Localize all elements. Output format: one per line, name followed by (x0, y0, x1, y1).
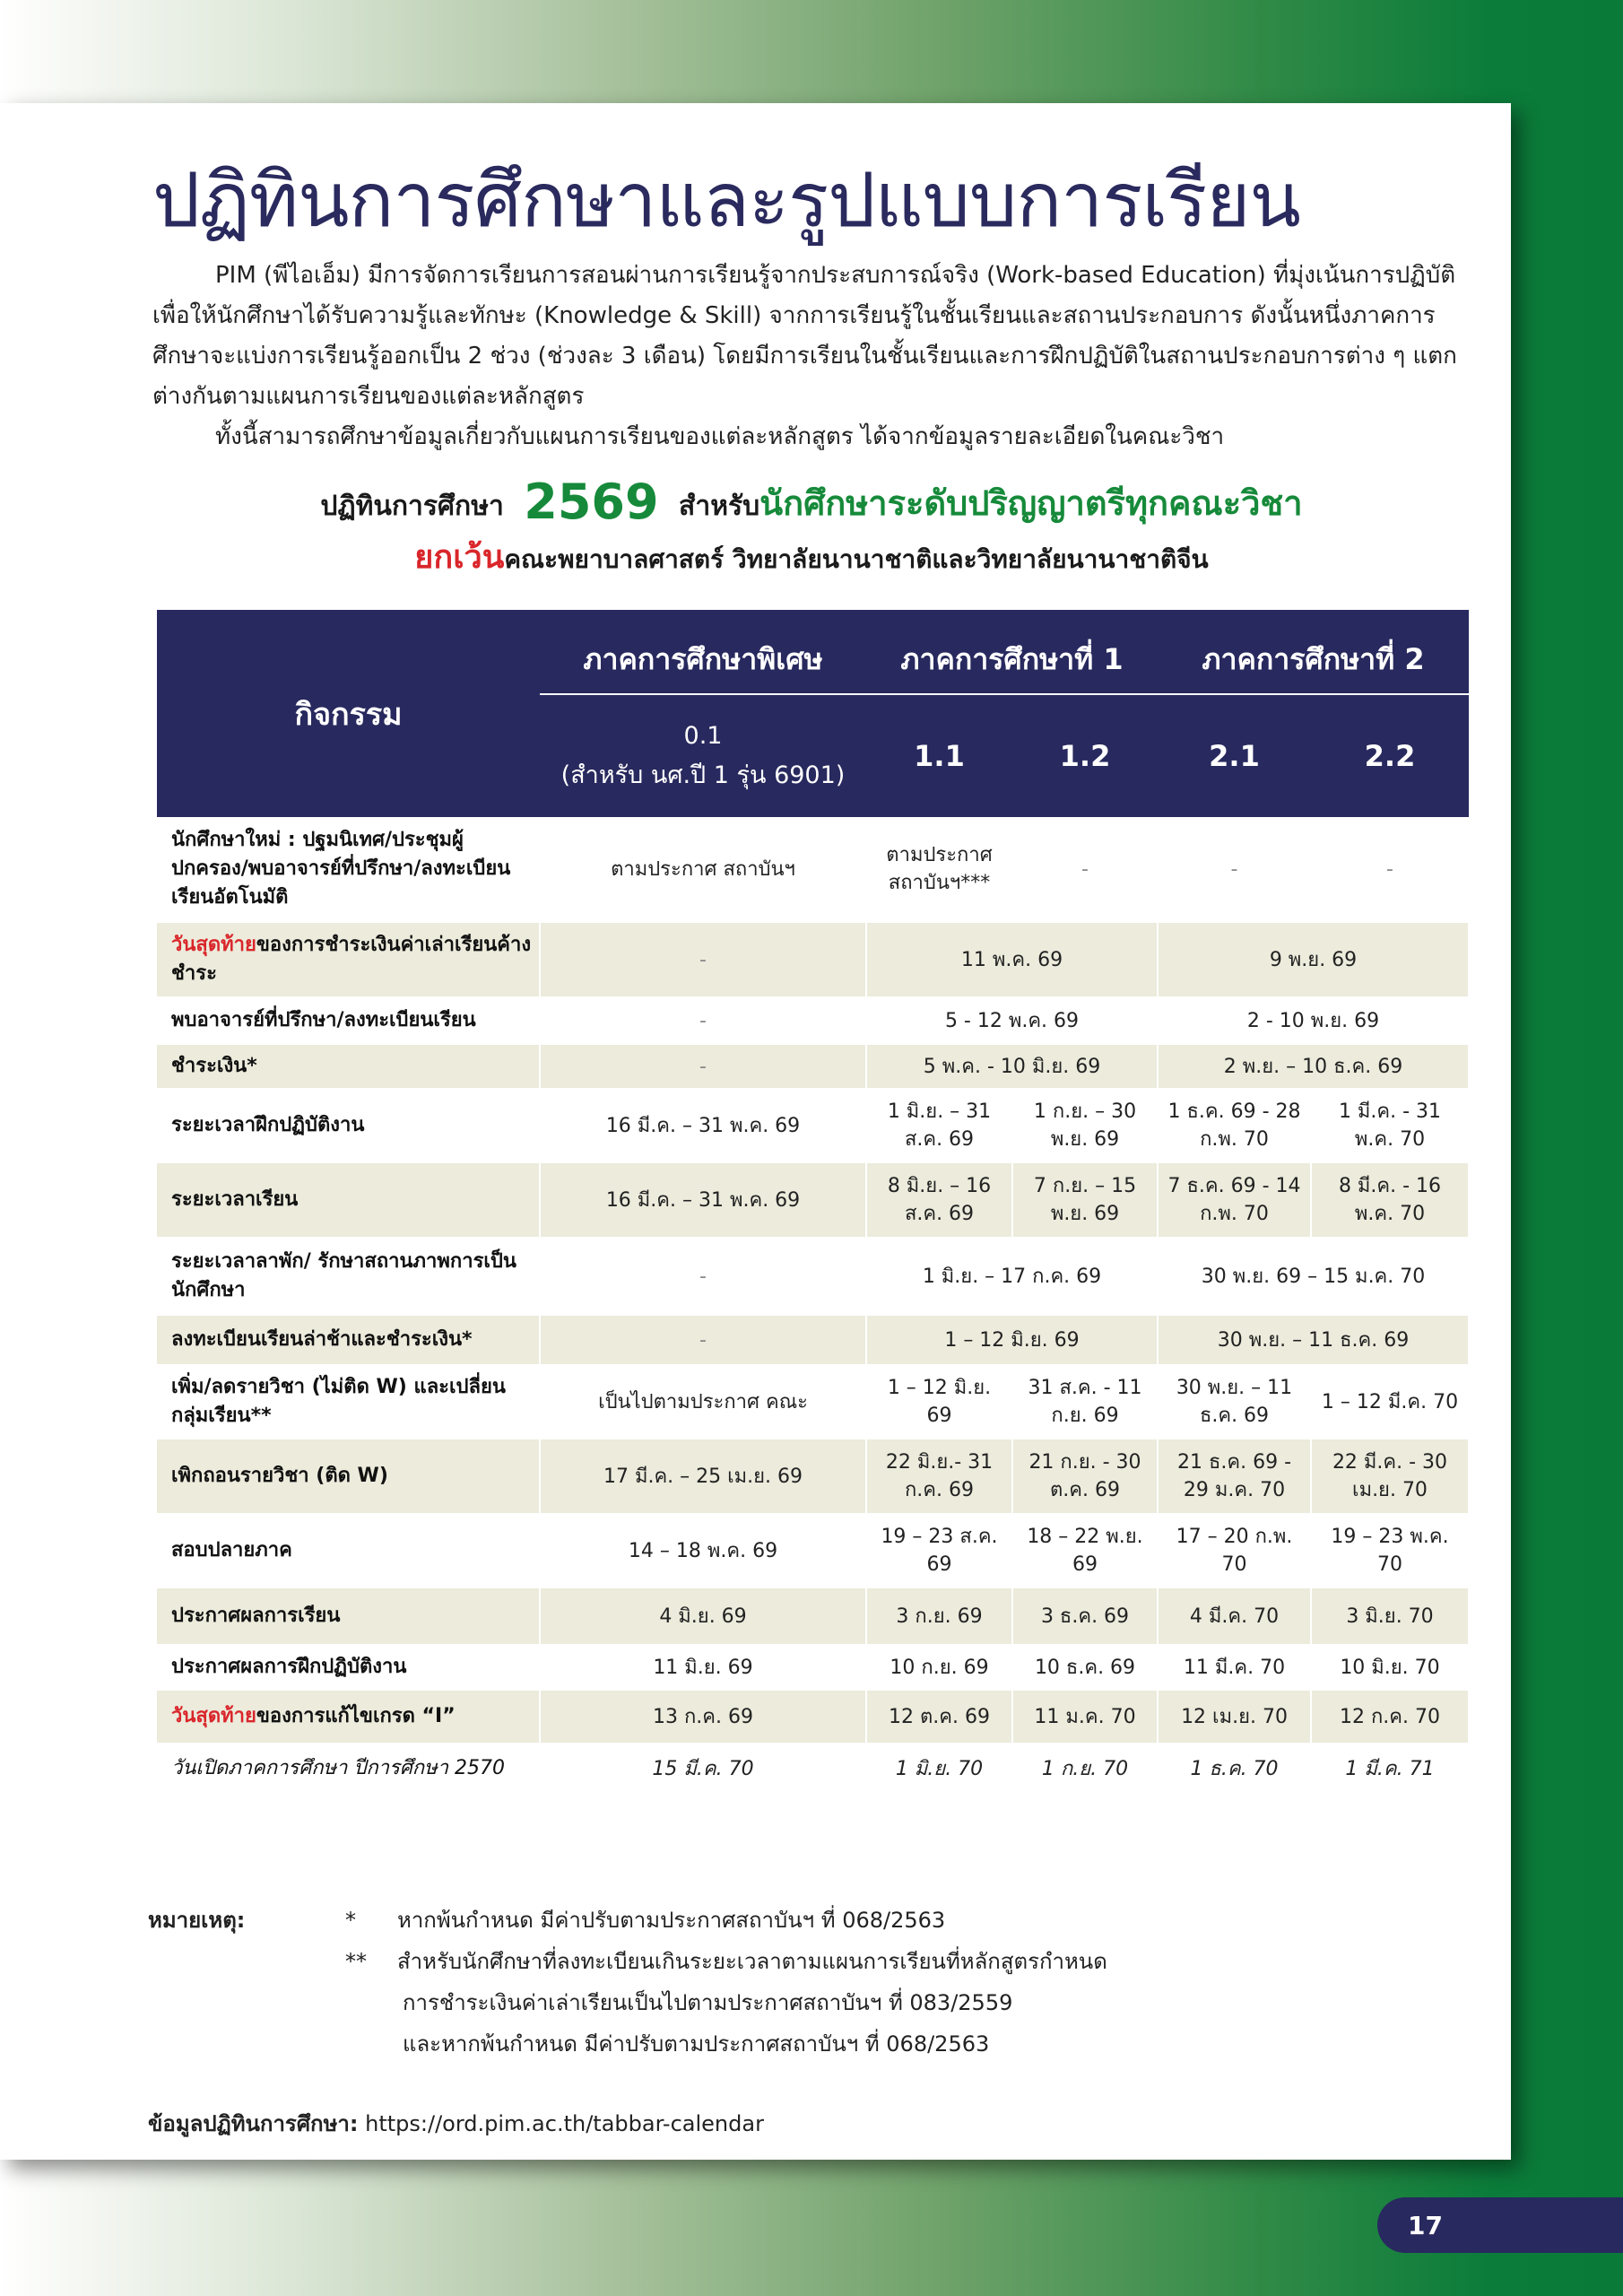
cell-semester-1: 11 พ.ค. 69 (866, 922, 1158, 997)
cell-semester-2: 30 พ.ย. 69 – 15 ม.ค. 70 (1158, 1238, 1469, 1315)
page-number-badge (1377, 2197, 1623, 2253)
cell-0-1: 13 ก.ค. 69 (540, 1690, 866, 1744)
cell-1-1: 12 ต.ค. 69 (866, 1690, 1012, 1744)
cell-0-1: 16 มี.ค. – 31 พ.ค. 69 (540, 1162, 866, 1238)
cell-1-1: 8 มิ.ย. – 16 ส.ค. 69 (866, 1162, 1012, 1238)
sub-term-0-1-header (540, 694, 866, 817)
cell-0-1: - (540, 922, 866, 997)
cell-semester-2: 9 พ.ย. 69 (1158, 922, 1469, 997)
row-label-highlight: วันสุดท้าย (171, 1705, 256, 1727)
headline-line-2 (0, 538, 1623, 579)
table-row-next-year-opening (157, 1744, 1469, 1794)
cell-2-2: 12 ก.ค. 70 (1311, 1690, 1469, 1744)
table-row-study-period (157, 1162, 1469, 1238)
source-url[interactable]: https://ord.pim.ac.th/tabbar-calendar (365, 2111, 764, 2136)
note-mark-1: * (345, 1908, 356, 1933)
sub-term-0-1-code: 0.1 (683, 722, 723, 750)
cell-2-1: 1 ธ.ค. 70 (1158, 1744, 1311, 1794)
row-label: วันเปิดภาคการศึกษา ปีการศึกษา 2570 (157, 1744, 540, 1794)
academic-calendar-table (157, 610, 1470, 1795)
page-number: 17 (1408, 2210, 1443, 2240)
cell-2-1: 30 พ.ย. – 11 ธ.ค. 69 (1158, 1365, 1311, 1439)
cell-0-1: 17 มี.ค. – 25 เม.ย. 69 (540, 1439, 866, 1514)
cell-2-2: 22 มี.ค. - 30 เม.ย. 70 (1311, 1439, 1469, 1514)
cell-0-1: - (540, 1044, 866, 1089)
sub-term-1-1-header: 1.1 (866, 694, 1012, 817)
headline-line-1 (0, 471, 1623, 538)
cell-semester-2: 2 - 10 พ.ย. 69 (1158, 997, 1469, 1044)
semester-special-header: ภาคการศึกษาพิเศษ (540, 610, 866, 694)
table-row-internship-result (157, 1645, 1469, 1690)
row-label (157, 1690, 540, 1744)
cell-1-1: 19 – 23 ส.ค. 69 (866, 1514, 1012, 1587)
notes-heading: หมายเหตุ: (148, 1908, 246, 1933)
cell-1-1: 1 มิ.ย. 70 (866, 1744, 1012, 1794)
row-label: นักศึกษาใหม่ : ปฐมนิเทศ/ประชุมผู้ปกครอง/พบอาจารย์ที่ปรึกษา/ลงทะเบียนเรียนอัตโนมัติ (157, 817, 540, 922)
cell-0-1: 4 มิ.ย. 69 (540, 1587, 866, 1645)
cell-1-2: 3 ธ.ค. 69 (1012, 1587, 1158, 1645)
headline-except-text: คณะพยาบาลศาสตร์ วิทยาลัยนานาชาติและวิทยาลัยนานาชาติจีน (504, 544, 1209, 574)
row-label: เพิ่ม/ลดรายวิชา (ไม่ติด W) และเปลี่ยนกลุ่มเรียน** (157, 1365, 540, 1439)
calendar-headline (0, 471, 1623, 579)
note-text-2-cont-2: และหากพ้นกำหนด มีค่าปรับตามประกาศสถาบันฯ ที่ 068/2563 (403, 2031, 990, 2057)
cell-1-2: 11 ม.ค. 70 (1012, 1690, 1158, 1744)
cell-0-1: ตามประกาศ สถาบันฯ (540, 817, 866, 922)
cell-semester-1: 1 มิ.ย. – 17 ก.ค. 69 (866, 1238, 1158, 1315)
cell-2-1: 21 ธ.ค. 69 - 29 ม.ค. 70 (1158, 1439, 1311, 1514)
cell-2-2: 8 มี.ค. - 16 พ.ค. 70 (1311, 1162, 1469, 1238)
note-text-2-cont-1: การชำระเงินค่าเล่าเรียนเป็นไปตามประกาศสถาบันฯ ที่ 083/2559 (403, 1990, 1013, 2015)
row-label: สอบปลายภาค (157, 1514, 540, 1587)
cell-2-2: - (1311, 817, 1469, 922)
headline-prefix: ปฏิทินการศึกษา (320, 491, 504, 522)
headline-year: 2569 (524, 474, 659, 530)
cell-2-1: 1 ธ.ค. 69 - 28 ก.พ. 70 (1158, 1089, 1311, 1162)
cell-1-1: ตามประกาศ สถาบันฯ*** (866, 817, 1012, 922)
note-text-1: หากพ้นกำหนด มีค่าปรับตามประกาศสถาบันฯ ที่ 068/2563 (397, 1908, 946, 1933)
sub-term-2-1-header: 2.1 (1158, 694, 1311, 817)
intro-paragraph-1: PIM (พีไอเอ็ม) มีการจัดการเรียนการสอนผ่านการเรียนรู้จากประสบการณ์จริง (Work-based Education) ที่มุ่งเน้นการปฏิบัติ เพื่อให้นักศึกษาได้รับความรู้และทักษะ (Knowledge & Skill) จากการเรียนรู้ในชั้นเรียนและสถานประกอบการ ดังนั้นหนึ่งภาคการศึกษาจะแบ่งการเรียนรู้ออกเป็น 2 ช่วง (ช่วงละ 3 เดือน) โดยมีการเรียนในชั้นเรียนและการฝึกปฏิบัติในสถานประกอบการต่าง ๆ แตกต่างกันตามแผนการเรียนของแต่ละหลักสูตร (152, 262, 1457, 410)
cell-1-1: 22 มิ.ย.- 31 ก.ค. 69 (866, 1439, 1012, 1514)
cell-semester-2: 30 พ.ย. – 11 ธ.ค. 69 (1158, 1315, 1469, 1365)
row-label: ลงทะเบียนเรียนล่าช้าและชำระเงิน* (157, 1315, 540, 1365)
cell-1-2: 10 ธ.ค. 69 (1012, 1645, 1158, 1690)
cell-semester-1: 5 - 12 พ.ค. 69 (866, 997, 1158, 1044)
table-row-leave-period (157, 1238, 1469, 1315)
intro-text (152, 256, 1471, 457)
cell-1-1: 10 ก.ย. 69 (866, 1645, 1012, 1690)
cell-semester-2: 2 พ.ย. – 10 ธ.ค. 69 (1158, 1044, 1469, 1089)
cell-0-1: เป็นไปตามประกาศ คณะ (540, 1365, 866, 1439)
cell-0-1: 14 – 18 พ.ค. 69 (540, 1514, 866, 1587)
table-row-outstanding-payment (157, 922, 1469, 997)
cell-1-2: 1 ก.ย. – 30 พ.ย. 69 (1012, 1089, 1158, 1162)
cell-2-1: 12 เม.ย. 70 (1158, 1690, 1311, 1744)
table-row-add-drop (157, 1365, 1469, 1439)
semester-2-header: ภาคการศึกษาที่ 2 (1158, 610, 1469, 694)
activity-header: กิจกรรม (157, 610, 540, 817)
row-label: ประกาศผลการฝึกปฏิบัติงาน (157, 1645, 540, 1690)
row-label: ชำระเงิน* (157, 1044, 540, 1089)
note-text-2: สำหรับนักศึกษาที่ลงทะเบียนเกินระยะเวลาตามแผนการเรียนที่หลักสูตรกำหนด (397, 1949, 1107, 1974)
cell-2-2: 3 มิ.ย. 70 (1311, 1587, 1469, 1645)
table-row-grade-announcement (157, 1587, 1469, 1645)
cell-1-2: 31 ส.ค. - 11 ก.ย. 69 (1012, 1365, 1158, 1439)
row-label-highlight: วันสุดท้าย (171, 934, 256, 956)
cell-1-2: - (1012, 817, 1158, 922)
cell-2-1: 11 มี.ค. 70 (1158, 1645, 1311, 1690)
cell-2-1: 7 ธ.ค. 69 - 14 ก.พ. 70 (1158, 1162, 1311, 1238)
table-row-payment (157, 1044, 1469, 1089)
headline-for: สำหรับ (679, 491, 760, 522)
row-label (157, 922, 540, 997)
table-row-late-registration (157, 1315, 1469, 1365)
cell-1-2: 21 ก.ย. - 30 ต.ค. 69 (1012, 1439, 1158, 1514)
cell-0-1: - (540, 1238, 866, 1315)
row-label: เพิกถอนรายวิชา (ติด W) (157, 1439, 540, 1514)
cell-1-2: 18 – 22 พ.ย. 69 (1012, 1514, 1158, 1587)
cell-0-1: 11 มิ.ย. 69 (540, 1645, 866, 1690)
cell-2-1: - (1158, 817, 1311, 922)
sub-term-1-2-header: 1.2 (1012, 694, 1158, 817)
semester-1-header: ภาคการศึกษาที่ 1 (866, 610, 1158, 694)
sub-term-0-1-note: (สำหรับ นศ.ปี 1 รุ่น 6901) (560, 761, 846, 789)
source-line (148, 2106, 764, 2141)
cell-1-2: 1 ก.ย. 70 (1012, 1744, 1158, 1794)
table-row-final-exam (157, 1514, 1469, 1587)
row-label: ระยะเวลาฝึกปฏิบัติงาน (157, 1089, 540, 1162)
row-label-text: ของการแก้ไขเกรด “I” (256, 1705, 456, 1727)
sub-term-2-2-header: 2.2 (1311, 694, 1469, 817)
headline-except-word: ยกเว้น (414, 539, 505, 576)
row-label: ระยะเวลาลาพัก/ รักษาสถานภาพการเป็นนักศึกษา (157, 1238, 540, 1315)
page-title: ปฏิทินการศึกษาและรูปแบบการเรียน (152, 156, 1300, 244)
cell-1-1: 1 – 12 มิ.ย. 69 (866, 1365, 1012, 1439)
cell-1-1: 1 มิ.ย. – 31 ส.ค. 69 (866, 1089, 1012, 1162)
cell-1-2: 7 ก.ย. – 15 พ.ย. 69 (1012, 1162, 1158, 1238)
row-label: พบอาจารย์ที่ปรึกษา/ลงทะเบียนเรียน (157, 997, 540, 1044)
cell-0-1: 15 มี.ค. 70 (540, 1744, 866, 1794)
cell-2-2: 19 – 23 พ.ค. 70 (1311, 1514, 1469, 1587)
row-label: ประกาศผลการเรียน (157, 1587, 540, 1645)
cell-0-1: - (540, 997, 866, 1044)
headline-audience: นักศึกษาระดับปริญญาตรีทุกคณะวิชา (759, 483, 1303, 523)
cell-1-1: 3 ก.ย. 69 (866, 1587, 1012, 1645)
table-row-advisor-registration (157, 997, 1469, 1044)
table-row-grade-i-deadline (157, 1690, 1469, 1744)
cell-2-2: 10 มิ.ย. 70 (1311, 1645, 1469, 1690)
intro-paragraph-2: ทั้งนี้สามารถศึกษาข้อมูลเกี่ยวกับแผนการเรียนของแต่ละหลักสูตร ได้จากข้อมูลรายละเอียดในคณะวิชา (215, 423, 1225, 450)
cell-2-2: 1 – 12 มี.ค. 70 (1311, 1365, 1469, 1439)
cell-0-1: 16 มี.ค. – 31 พ.ค. 69 (540, 1089, 866, 1162)
cell-2-2: 1 มี.ค. - 31 พ.ค. 70 (1311, 1089, 1469, 1162)
cell-0-1: - (540, 1315, 866, 1365)
table-row-withdraw (157, 1439, 1469, 1514)
cell-semester-1: 5 พ.ค. - 10 มิ.ย. 69 (866, 1044, 1158, 1089)
cell-semester-1: 1 – 12 มิ.ย. 69 (866, 1315, 1158, 1365)
cell-2-1: 17 – 20 ก.พ. 70 (1158, 1514, 1311, 1587)
row-label: ระยะเวลาเรียน (157, 1162, 540, 1238)
source-label: ข้อมูลปฏิทินการศึกษา: (148, 2111, 359, 2136)
row-label-text: ของการชำระเงินค่าเล่าเรียนค้างชำระ (171, 934, 532, 985)
cell-2-1: 4 มี.ค. 70 (1158, 1587, 1311, 1645)
table-row-internship-period (157, 1089, 1469, 1162)
cell-2-2: 1 มี.ค. 71 (1311, 1744, 1469, 1794)
note-mark-2: ** (345, 1949, 367, 1974)
table-row-new-students (157, 817, 1469, 922)
